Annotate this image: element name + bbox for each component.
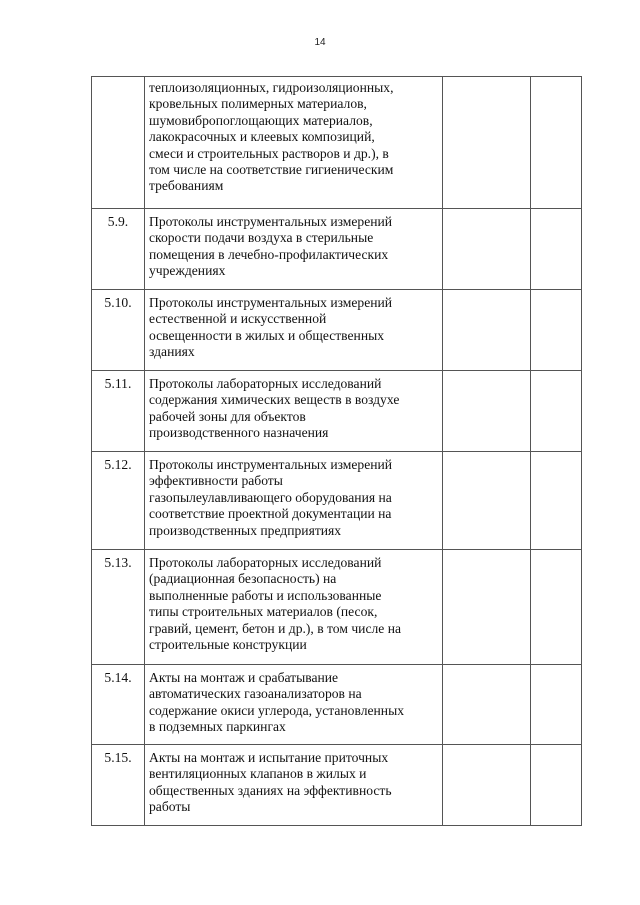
empty-cell [531, 290, 582, 371]
description-line: содержание окиси углерода, установленных [149, 702, 405, 718]
description-line: помещения в лечебно-профилактических [149, 246, 389, 262]
page-number: 14 [314, 37, 326, 48]
description-line: Протоколы инструментальных измерений [149, 214, 393, 229]
description-line: выполненные работы и использованные [149, 587, 382, 603]
row-number [92, 77, 145, 209]
description-line: требованиям [149, 178, 224, 194]
description-line: Акты на монтаж и срабатывание [149, 670, 339, 685]
description-line: Акты на монтаж и испытание приточных [149, 750, 389, 765]
table-row [92, 290, 582, 371]
row-number: 5.13. [92, 550, 145, 665]
description-line: (радиационная безопасность) на [149, 571, 337, 587]
description-line: учреждениях [149, 263, 226, 279]
description-line: производственных предприятиях [149, 522, 342, 538]
row-number: 5.11. [92, 371, 145, 452]
row-number: 5.10. [92, 290, 145, 371]
description-line: шумовибропоглощающих материалов, [149, 112, 373, 128]
empty-cell [443, 452, 531, 550]
table-body [92, 77, 582, 826]
empty-cell [443, 665, 531, 745]
row-number: 5.12. [92, 452, 145, 550]
description-line: кровельных полимерных материалов, [149, 96, 367, 112]
empty-cell [531, 77, 582, 209]
empty-cell [531, 745, 582, 826]
empty-cell [443, 371, 531, 452]
description-line: эффективности работы [149, 473, 283, 489]
description-line: рабочей зоны для объектов [149, 408, 306, 424]
description-line: зданиях [149, 344, 195, 360]
row-description [145, 290, 443, 371]
table-row [92, 77, 582, 209]
description-line: скорости подачи воздуха в стерильные [149, 230, 374, 246]
empty-cell [443, 209, 531, 290]
description-line: газопылеулавливающего оборудования на [149, 489, 392, 505]
table-row [92, 665, 582, 745]
description-line: Протоколы инструментальных измерений [149, 457, 393, 472]
empty-cell [531, 550, 582, 665]
description-line: типы строительных материалов (песок, [149, 604, 378, 620]
empty-cell [443, 745, 531, 826]
empty-cell [531, 452, 582, 550]
description-line: Протоколы лабораторных исследований [149, 555, 382, 570]
table-row [92, 745, 582, 826]
description-line: вентиляционных клапанов в жилых и [149, 766, 367, 782]
table-row [92, 452, 582, 550]
empty-cell [531, 665, 582, 745]
description-line: работы [149, 799, 191, 815]
description-line: Протоколы лабораторных исследований [149, 376, 382, 391]
document-table [91, 76, 582, 826]
table-row [92, 209, 582, 290]
description-line: Протоколы инструментальных измерений [149, 295, 393, 310]
description-line: строительные конструкции [149, 637, 307, 653]
row-description [145, 209, 443, 290]
empty-cell [531, 371, 582, 452]
description-line: смеси и строительных растворов и др.), в [149, 145, 389, 161]
description-line: гравий, цемент, бетон и др.), в том числе на [149, 620, 402, 636]
table-row [92, 371, 582, 452]
description-line: производственного назначения [149, 425, 329, 441]
row-number: 5.14. [92, 665, 145, 745]
description-line: освещенности в жилых и общественных [149, 327, 385, 343]
empty-cell [443, 550, 531, 665]
description-line: соответствие проектной документации на [149, 506, 392, 522]
row-description [145, 371, 443, 452]
row-description [145, 550, 443, 665]
row-description [145, 452, 443, 550]
description-line: содержания химических веществ в воздухе [149, 392, 400, 408]
description-line: общественных зданиях на эффективность [149, 782, 392, 798]
empty-cell [443, 290, 531, 371]
row-description [145, 745, 443, 826]
row-number: 5.15. [92, 745, 145, 826]
description-line: естественной и искусственной [149, 311, 327, 327]
empty-cell [531, 209, 582, 290]
row-description [145, 77, 443, 209]
description-line: том числе на соответствие гигиеническим [149, 162, 394, 178]
description-line: лакокрасочных и клеевых композиций, [149, 129, 375, 145]
row-number: 5.9. [92, 209, 145, 290]
description-line: теплоизоляционных, гидроизоляционных, [149, 80, 394, 95]
row-description [145, 665, 443, 745]
description-line: автоматических газоанализаторов на [149, 686, 362, 702]
table-row [92, 550, 582, 665]
empty-cell [443, 77, 531, 209]
description-line: в подземных паркингах [149, 719, 286, 735]
